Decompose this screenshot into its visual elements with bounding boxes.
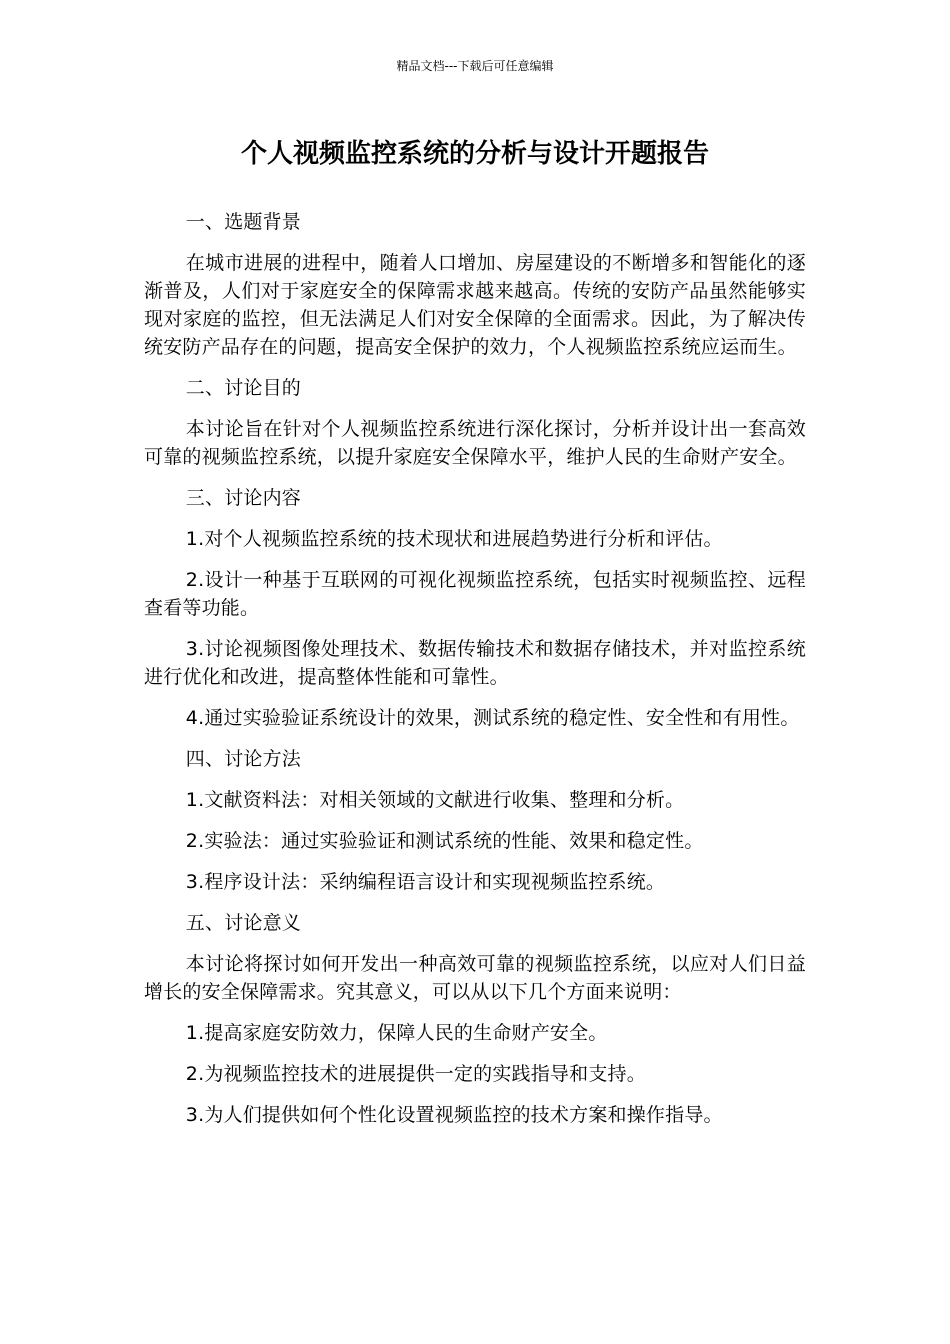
list-item: 1.文献资料法：对相关领域的文献进行收集、整理和分析。 [185,789,685,811]
document-title: 个人视频监控系统的分析与设计开题报告 [240,139,709,169]
list-item: 4.通过实验验证系统设计的效果，测试系统的稳定性、安全性和有用性。 [185,707,800,729]
list-item: 1.对个人视频监控系统的技术现状和进展趋势进行分析和评估。 [185,528,723,550]
list-item: 2.设计一种基于互联网的可视化视频监控系统，包括实时视频监控、远程查看等功能。 [144,569,806,619]
list-item: 2.为视频监控技术的进展提供一定的实践指导和支持。 [185,1063,646,1085]
section-heading-significance: 五、讨论意义 [185,912,301,934]
body-paragraph: 本讨论旨在针对个人视频监控系统进行深化探讨，分析并设计出一套高效可靠的视频监控系统，以提升家庭安全保障水平，维护人民的生命财产安全。 [144,418,806,468]
list-item: 1.提高家庭安防效力，保障人民的生命财产安全。 [185,1022,608,1044]
list-item: 3.程序设计法：采纳编程语言设计和实现视频监控系统。 [185,871,666,893]
page-header-note: 精品文档---下载后可任意编辑 [396,59,554,73]
section-heading-purpose: 二、讨论目的 [185,377,301,399]
list-item: 3.为人们提供如何个性化设置视频监控的技术方案和操作指导。 [185,1104,723,1126]
section-heading-methods: 四、讨论方法 [185,748,301,770]
document-body [144,208,806,1142]
section-heading-content: 三、讨论内容 [185,487,301,509]
body-paragraph: 在城市进展的进程中，随着人口增加、房屋建设的不断增多和智能化的逐渐普及，人们对于家庭安全的保障需求越来越高。传统的安防产品虽然能够实现对家庭的监控，但无法满足人们对安全保障的全面需求。因此，为了解决传统安防产品存在的问题，提高安全保护的效力，个人视频监控系统应运而生。 [144,252,806,358]
list-item: 3.讨论视频图像处理技术、数据传输技术和数据存储技术，并对监控系统进行优化和改进，提高整体性能和可靠性。 [144,638,806,688]
body-paragraph: 本讨论将探讨如何开发出一种高效可靠的视频监控系统，以应对人们日益增长的安全保障需求。究其意义，可以从以下几个方面来说明： [144,953,806,1003]
section-heading-background: 一、选题背景 [185,211,301,233]
list-item: 2.实验法：通过实验验证和测试系统的性能、效果和稳定性。 [185,830,704,852]
